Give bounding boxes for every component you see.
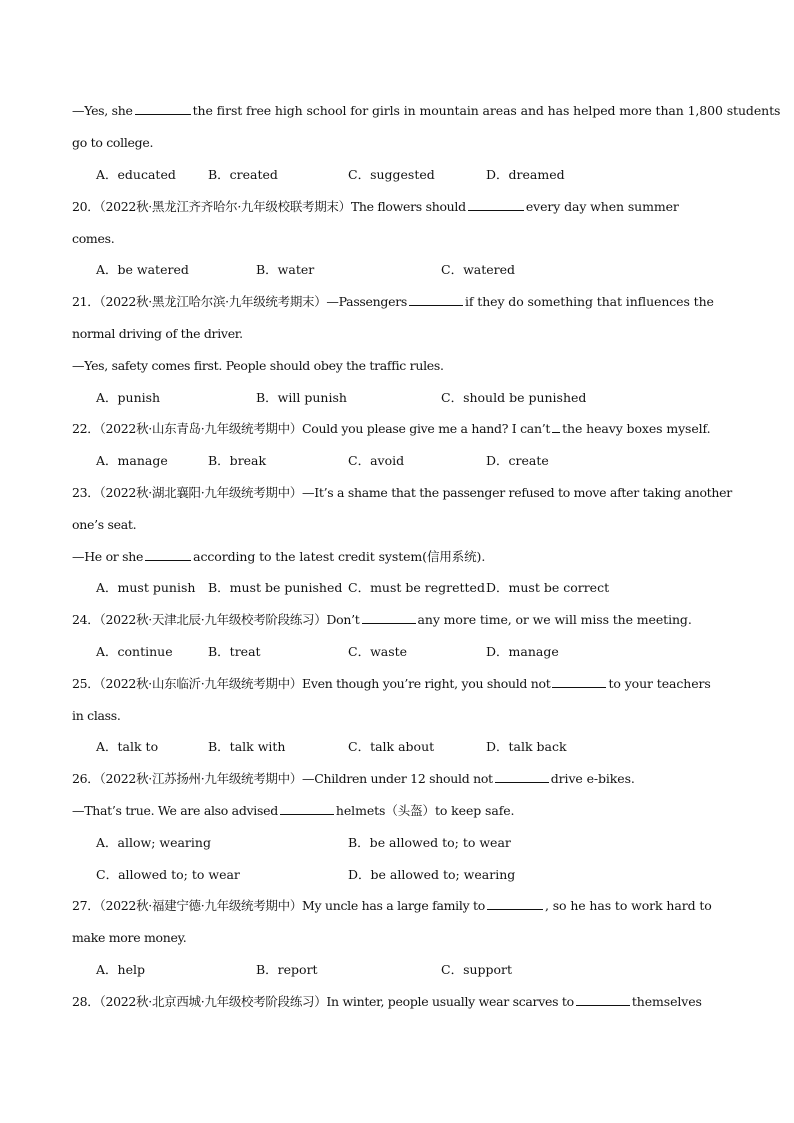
question-text: comes. [72,231,115,246]
question-text: 25．（2022秋·山东临沂·九年级统考期中）Even though you’re right, you should not [72,676,551,691]
answer-blank[interactable] [468,199,524,211]
question-line [72,294,724,310]
answer-option[interactable]: C．talk about [348,739,435,754]
answer-blank[interactable] [135,103,191,115]
answer-option[interactable]: B．report [256,962,318,977]
answer-option[interactable]: A．manage [96,453,168,468]
answer-option[interactable]: A．educated [96,167,176,182]
answer-blank[interactable] [552,676,606,688]
question-text: —He or she [72,549,144,564]
answer-option[interactable]: B．will punish [256,390,347,405]
question-line [72,135,724,151]
answer-option[interactable]: C．must be regretted [348,580,485,595]
question-line [72,708,724,724]
question-line [72,421,724,437]
question-text-continued: any more time, or we will miss the meeting. [417,612,692,627]
answer-option[interactable]: B．break [208,453,267,468]
question-text-continued: , so he has to work hard to [544,898,712,913]
answer-option[interactable]: D．be allowed to; wearing [348,867,516,882]
answer-option[interactable]: B．created [208,167,278,182]
answer-option[interactable]: C．suggested [348,167,435,182]
answer-option[interactable]: C．waste [348,644,408,659]
answer-option[interactable]: A．punish [96,390,161,405]
question-line [72,676,724,692]
question-line [72,231,724,247]
answer-option[interactable]: A．be watered [96,262,189,277]
question-text-continued: drive e-bikes. [550,771,635,786]
question-text-continued: every day when summer [525,199,679,214]
answer-option[interactable]: A．must punish [96,580,196,595]
question-line [72,803,724,819]
answer-blank[interactable] [409,294,463,306]
question-line [72,199,724,215]
question-line [72,771,724,787]
answer-blank[interactable] [145,549,191,561]
answer-blank[interactable] [576,994,630,1006]
answer-option[interactable]: B．must be punished [208,580,343,595]
question-text-continued: according to the latest credit system(信用系统). [193,549,486,564]
question-text-continued: helmets（头盔）to keep safe. [335,803,515,818]
question-text: 23．（2022秋·湖北襄阳·九年级统考期中）—It’s a shame that the passenger refused to move after taking another [72,485,732,500]
question-line [72,358,724,374]
answer-option[interactable]: A．help [96,962,145,977]
answer-blank[interactable] [487,898,543,910]
question-text: 28．（2022秋·北京西城·九年级校考阶段练习）In winter, people usually wear scarves to [72,994,574,1009]
answer-option[interactable]: B．talk with [208,739,286,754]
answer-option[interactable]: C．avoid [348,453,405,468]
question-text: go to college. [72,135,154,150]
question-text-continued: the heavy boxes myself. [562,421,711,436]
question-line [72,103,781,119]
question-text: 27．（2022秋·福建宁德·九年级统考期中）My uncle has a large family to [72,898,485,913]
question-line [72,994,724,1010]
question-text-continued: to your teachers [608,676,711,691]
question-line [72,898,724,914]
answer-option[interactable]: C．allowed to; to wear [96,867,240,882]
answer-option[interactable]: D．create [486,453,549,468]
question-text: 22．（2022秋·山东青岛·九年级统考期中）Could you please give me a hand? I can’t [72,421,551,436]
answer-option[interactable]: C．should be punished [441,390,587,405]
answer-blank[interactable] [495,771,549,783]
question-line [72,930,724,946]
answer-blank[interactable] [362,612,416,624]
answer-option[interactable]: B．treat [208,644,261,659]
question-line [72,326,724,342]
answer-option[interactable]: D．manage [486,644,559,659]
answer-option[interactable]: B．be allowed to; to wear [348,835,511,850]
question-text: —Yes, safety comes first. People should obey the traffic rules. [72,358,444,373]
answer-option[interactable]: A．continue [96,644,173,659]
answer-option[interactable]: A．talk to [96,739,159,754]
question-text-continued: themselves [631,994,702,1009]
question-text: 20．（2022秋·黑龙江齐齐哈尔·九年级校联考期末）The flowers should [72,199,466,214]
question-text: 24．（2022秋·天津北辰·九年级校考阶段练习）Don’t [72,612,360,627]
answer-option[interactable]: D．talk back [486,739,567,754]
answer-option[interactable]: C．support [441,962,513,977]
question-text: —Yes, she [72,103,133,118]
question-line [72,549,724,565]
question-line [72,485,732,501]
question-text-continued: if they do something that influences the [464,294,714,309]
question-text: make more money. [72,930,187,945]
question-text: 21．（2022秋·黑龙江哈尔滨·九年级统考期末）—Passengers [72,294,407,309]
question-text: normal driving of the driver. [72,326,243,341]
question-text: —That’s true. We are also advised [72,803,278,818]
answer-blank[interactable] [280,803,334,815]
question-text-continued: the first free high school for girls in mountain areas and has helped more than 1,800 students [192,103,781,118]
answer-option[interactable]: C．watered [441,262,516,277]
question-text: 26．（2022秋·江苏扬州·九年级统考期中）—Children under 12 should not [72,771,493,786]
answer-option[interactable]: D．dreamed [486,167,565,182]
answer-blank[interactable] [552,421,560,433]
question-line [72,612,724,628]
answer-option[interactable]: A．allow; wearing [96,835,211,850]
question-text: one’s seat. [72,517,137,532]
question-text: in class. [72,708,121,723]
answer-option[interactable]: B．water [256,262,315,277]
answer-option[interactable]: D．must be correct [486,580,610,595]
question-line [72,517,724,533]
